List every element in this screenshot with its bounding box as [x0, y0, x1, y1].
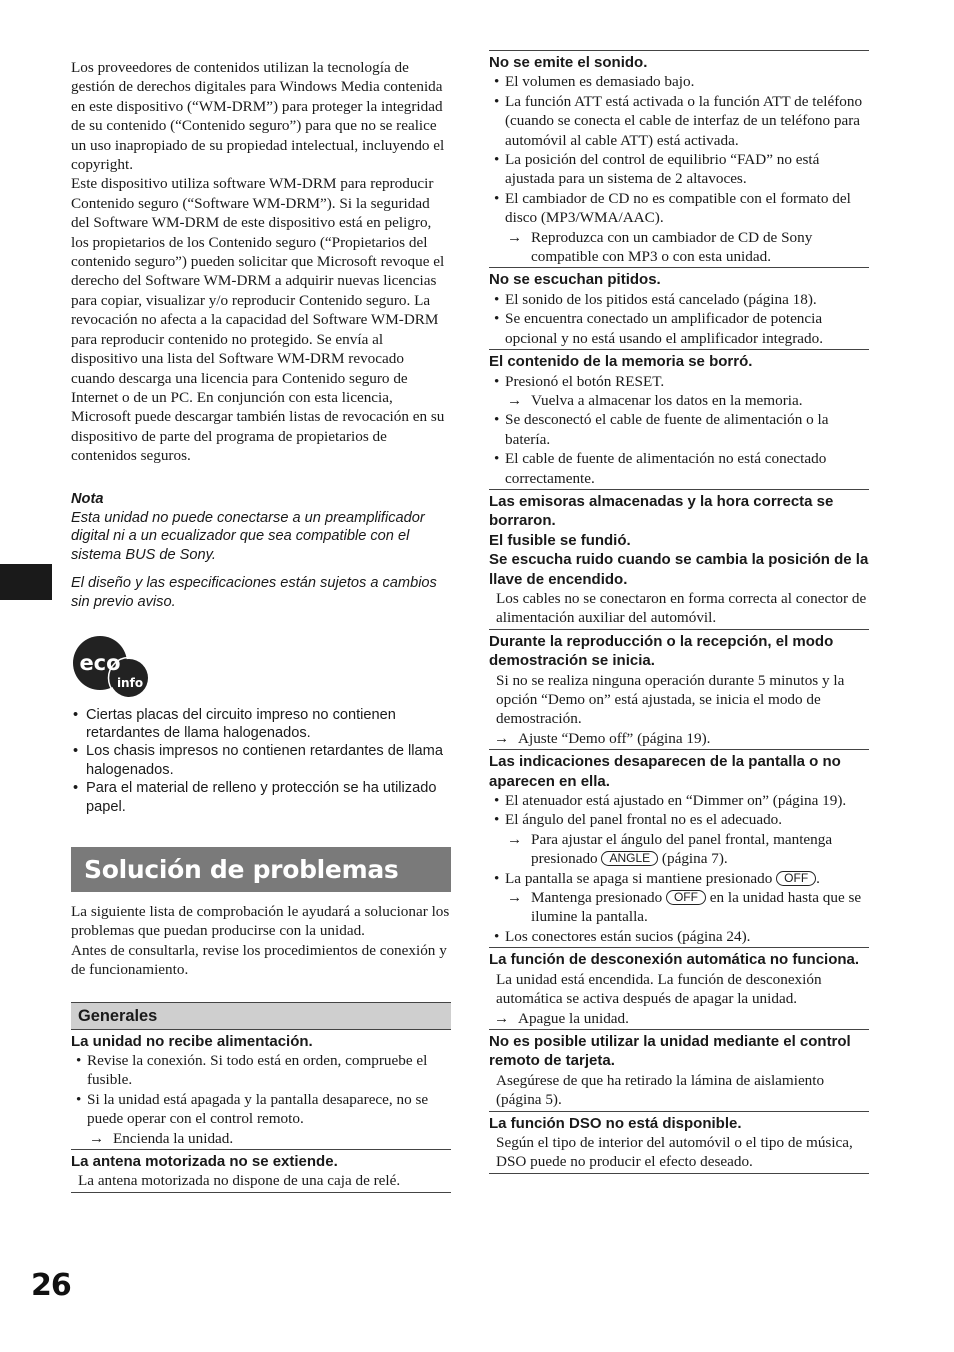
problem-item	[489, 489, 869, 629]
problem-bullet: • Se encuentra conectado un amplificador de potencia opcional y no está usando el amplificador integrado.	[489, 309, 869, 348]
problem-bullet: • El cambiador de CD no es compatible con el formato del disco (MP3/WMA/AAC).	[489, 189, 869, 228]
solution-text: Ajuste “Demo off” (página 19).	[518, 729, 711, 747]
problem-bullets	[489, 410, 869, 488]
off-button-label: OFF	[666, 890, 706, 905]
problem-title: El fusible se fundió.	[489, 531, 631, 549]
problem-item	[71, 1029, 451, 1149]
problem-bullets	[489, 372, 869, 391]
problem-bullets	[489, 791, 869, 830]
problem-text: Los cables no se conectaron en forma correcta al conector de alimentación auxiliar del automóvil.	[496, 589, 867, 627]
section-title-troubleshooting: Solución de problemas	[71, 847, 451, 892]
problem-item	[489, 1029, 869, 1111]
eco-item: • Ciertas placas del circuito impreso no contienen retardantes de llama halogenados.	[71, 706, 451, 743]
left-column	[71, 58, 451, 1193]
divider	[489, 1173, 869, 1174]
solution-text: Reproduzca con un cambiador de CD de Sony compatible con MP3 o con esta unidad.	[531, 228, 813, 266]
problem-bullets	[71, 1051, 451, 1129]
problem-bullet: • Presionó el botón RESET.	[489, 372, 869, 391]
design-note: El diseño y las especificaciones están sujetos a cambios sin previo aviso.	[71, 575, 437, 610]
problem-title: Las emisoras almacenadas y la hora correcta se borraron.	[489, 492, 834, 530]
problem-title: La antena motorizada no se extiende.	[71, 1153, 338, 1170]
solution-text: (página 7).	[661, 850, 728, 868]
solution-line	[489, 228, 869, 267]
problem-bullet: • El sonido de los pitidos está cancelado (página 18).	[489, 290, 869, 309]
intro-paragraph-2: Antes de consultarla, revise los procedimientos de conexión y de funcionamiento.	[71, 941, 447, 979]
divider	[71, 1192, 451, 1193]
page-number: 26	[31, 1268, 71, 1303]
solution-line	[489, 888, 869, 927]
problem-title: La función DSO no está disponible.	[489, 1114, 742, 1132]
problem-item	[489, 267, 869, 349]
problem-bullet: • Revise la conexión. Si todo está en orden, compruebe el fusible.	[71, 1051, 451, 1090]
problem-bullet: • El atenuador está ajustado en “Dimmer on” (página 19).	[489, 791, 869, 810]
eco-logo-sub: info	[116, 675, 144, 690]
arrow-icon: →	[507, 889, 523, 907]
problem-bullet: • Se desconectó el cable de fuente de alimentación o la batería.	[489, 410, 869, 449]
problem-item	[489, 1111, 869, 1173]
solution-text: Encienda la unidad.	[113, 1129, 234, 1147]
chapter-tab-marker	[0, 564, 52, 600]
problem-title: La función de desconexión automática no funciona.	[489, 951, 860, 969]
problem-text: Según el tipo de interior del automóvil o el tipo de música, DSO puede no producir el efecto deseado.	[496, 1133, 853, 1171]
eco-logo-word: eco	[79, 650, 121, 675]
problem-bullet: • La función ATT está activada o la función ATT de teléfono (cuando se conecta el cable de interfaz de un teléfono para automóvil al cable ATT) está activada.	[489, 92, 869, 150]
right-column	[489, 50, 869, 1174]
solution-line	[489, 830, 869, 869]
solution-line	[489, 391, 869, 410]
problem-item	[489, 749, 869, 947]
arrow-icon: →	[89, 1129, 105, 1147]
solution-text: Apague la unidad.	[518, 1009, 629, 1027]
solution-line	[71, 1129, 451, 1148]
intro-paragraph-1: La siguiente lista de comprobación le ayudará a solucionar los problemas que puedan producirse con la unidad.	[71, 902, 450, 940]
problem-text: La antena motorizada no dispone de una caja de relé.	[78, 1172, 401, 1190]
problem-bullets	[489, 72, 869, 227]
eco-item: • Para el material de relleno y protección se ha utilizado papel.	[71, 779, 451, 816]
problem-title: No se emite el sonido.	[489, 54, 648, 71]
problem-title: Durante la reproducción o la recepción, el modo demostración se inicia.	[489, 632, 834, 670]
arrow-icon: →	[507, 228, 523, 246]
problem-title: Las indicaciones desaparecen de la pantalla o no aparecen en ella.	[489, 753, 841, 790]
problem-text: Asegúrese de que ha retirado la lámina de aislamiento (página 5).	[496, 1071, 825, 1109]
bullet-text: La pantalla se apaga si mantiene presionado	[505, 869, 773, 887]
drm-paragraph-1: Los proveedores de contenidos utilizan la tecnología de gestión de derechos digitales para Windows Media contenida en este dispositivo (“WM-DRM”) para proteger la integridad de su contenido (“Contenido seguro”) para que no se realice un uso inapropiado de su propiedad intelectual, incluyendo el copyright.	[71, 59, 445, 174]
problem-title: Se escucha ruido cuando se cambia la posición de la llave de encendido.	[489, 551, 869, 588]
problem-item	[489, 947, 869, 1029]
eco-info-list	[71, 706, 451, 816]
problem-bullet: • Los conectores están sucios (página 24).	[489, 927, 869, 946]
problem-bullets	[489, 869, 869, 888]
problem-bullet: • El cable de fuente de alimentación no está conectado correctamente.	[489, 449, 869, 488]
problem-bullets	[489, 290, 869, 348]
nota-heading: Nota	[71, 490, 104, 507]
problem-text: Si no se realiza ninguna operación durante 5 minutos y la opción “Demo on” está ajustada, se inicia el modo de demostración.	[496, 671, 845, 728]
eco-item: • Los chasis impresos no contienen retardantes de llama halogenados.	[71, 742, 451, 779]
nota-text: Esta unidad no puede conectarse a un preamplificador digital ni a un ecualizador que sea compatible con el sistema BUS de Sony.	[71, 509, 425, 563]
solution-line	[489, 1009, 869, 1028]
problem-item	[489, 629, 869, 749]
arrow-icon: →	[494, 729, 510, 747]
arrow-icon: →	[494, 1009, 510, 1027]
problem-item	[71, 1149, 451, 1192]
solution-text: en la unidad hasta que se ilumine la pantalla.	[531, 889, 862, 926]
subsection-title-generales: Generales	[71, 1002, 451, 1029]
problem-item	[489, 349, 869, 489]
problem-title: La unidad no recibe alimentación.	[71, 1032, 313, 1050]
arrow-icon: →	[507, 830, 523, 848]
solution-text: Para ajustar el ángulo del panel frontal, mantenga presionado	[531, 830, 833, 868]
arrow-icon: →	[507, 391, 523, 409]
problem-text: La unidad está encendida. La función de desconexión automática se activa después de apagar la unidad.	[496, 970, 822, 1008]
problem-bullet: • La posición del control de equilibrio “FAD” no está ajustada para un sistema de 2 altavoces.	[489, 150, 869, 189]
solution-line	[489, 729, 869, 748]
problem-bullet	[489, 869, 869, 888]
problem-bullets	[489, 927, 869, 946]
angle-button-label: ANGLE	[601, 851, 658, 866]
problem-bullet: • El volumen es demasiado bajo.	[489, 72, 869, 91]
off-button-label: OFF	[776, 871, 816, 886]
problem-title: No es posible utilizar la unidad mediante el control remoto de tarjeta.	[489, 1032, 851, 1070]
solution-text: Mantenga presionado	[531, 889, 663, 907]
problem-item	[489, 50, 869, 267]
eco-info-logo	[73, 634, 149, 700]
problem-title: No se escuchan pitidos.	[489, 271, 661, 289]
problem-bullet: • Si la unidad está apagada y la pantalla desaparece, no se puede operar con el control remoto.	[71, 1090, 451, 1129]
problem-bullet: • El ángulo del panel frontal no es el adecuado.	[489, 810, 869, 829]
solution-text: Vuelva a almacenar los datos en la memoria.	[531, 391, 803, 409]
problem-title: El contenido de la memoria se borró.	[489, 353, 753, 371]
drm-paragraph-2: Este dispositivo utiliza software WM-DRM para reproducir Contenido seguro (“Software WM-DRM”). Si la seguridad del Software WM-DRM de este dispositivo está en peligro, los propietarios de los Contenido seguro (“Propietarios del contenido seguro”) pueden solicitar que Microsoft revoque el derecho del Software WM-DRM a adquirir nuevas licencias para copiar, visualizar y/o reproducir Contenido seguro. La revocación no afecta a la capacidad del Software WM-DRM para reproducir contenido no protegido. Se envía al dispositivo una lista del Software WM-DRM revocado cuando descarga una licencia para Contenido seguro de Internet o de un PC. En conjunción con esta licencia, Microsoft puede descargar también listas de revocación en su dispositivo de parte del programa de propietarios de contenidos seguros.	[71, 175, 445, 465]
bullet-text: .	[816, 869, 820, 887]
